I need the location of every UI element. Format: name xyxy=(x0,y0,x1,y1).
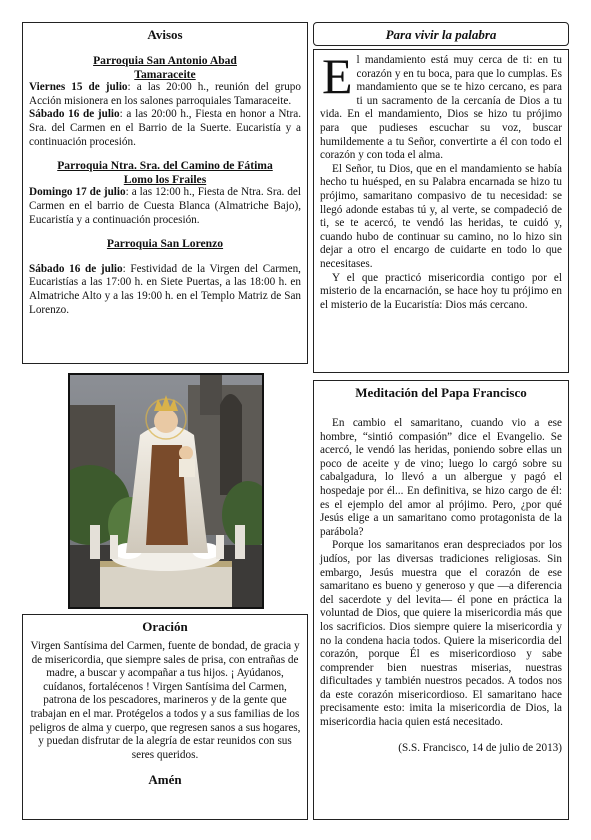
meditacion-box xyxy=(313,380,569,820)
palabra-paragraph-1: l mandamiento está muy cerca de ti: en tu corazón y en tu boca, para que lo cumplas. Es mandamiento que se te hizo cercano, es para ti un sacramento de la cercanía de Dios a tu vida. En el mandamiento, Dios se hizo tu prójimo para que pudieses escuchar su voz, buscar humildemente a tu Señor, convertirte a él con todo el corazón y con toda el alma. xyxy=(320,54,562,162)
parish-title-3: Parroquia San Lorenzo xyxy=(106,237,224,251)
parish-title-1a: Parroquia San Antonio Abad xyxy=(93,54,237,67)
aviso-entry: Viernes 15 de julio: a las 20:00 h., reunión del grupo Acción misionera en los salones parroquiales Tamaraceite. xyxy=(29,81,301,107)
meditacion-paragraph-2: Porque los samaritanos eran despreciados por los judíos, por las diversas tradiciones religiosas. Sin embargo, Jesús muestra que el corazón de ese samaritano es bueno y generoso y que —a diferencia del sacerdote y del levita— él pone en práctica la voluntad de Dios, que quiere la misericordia más que los sacrificios. Dios siempre quiere la misericordia y no la condena hacia todos. Quiere la misericordia del corazón, porque Él es misericordioso y sabe comprender bien nuestras miserias, nuestras dificultades y también nuestros pecados. A todos nos da este corazón misericordioso. El samaritano hace precisamente esto: imita la misericordia de Dios, la misericordia hacia quien está necesitado. xyxy=(320,539,562,729)
parish-title-2a: Parroquia Ntra. Sra. del Camino de Fátima xyxy=(57,159,273,173)
virgen-del-carmen-image xyxy=(68,373,264,609)
amen-label: Amén xyxy=(148,772,182,788)
procession-photo xyxy=(70,375,262,607)
aviso-entry: Sábado 16 de julio: Festividad de la Virgen del Carmen, Eucaristías a las 17:00 h. en Siete Puertas, a las 18:00 h. en Almatriche Alto y a las 19:00 h. en el Templo Matriz de San Lorenzo. xyxy=(29,262,301,316)
parish-title-2b: Lomo los Frailes xyxy=(123,172,207,186)
avisos-box xyxy=(22,22,308,364)
palabra-title: Para vivir la palabra xyxy=(385,27,497,42)
parish-title-1b: Tamaraceite xyxy=(134,67,196,81)
oracion-title: Oración xyxy=(142,619,188,634)
drop-cap: E xyxy=(322,48,353,104)
aviso-entry: Domingo 17 de julio: a las 12:00 h., Fiesta de Ntra. Sra. del Carmen en el barrio de Cuesta Blanca (Almatriche Bajo), Eucaristía y a continuación procesión. xyxy=(29,186,301,226)
palabra-paragraph-2: El Señor, tu Dios, que en el mandamiento se había hecho tu huésped, en su Palabra encarnada se hizo tu prójimo, samaritano compasivo de tu necesidad: se llegó adonde estabas tú y, al verte, se compadeció de ti, se te acercó, te vendó las heridas, te cuidó y, cuando hubo de continuar su camino, no lo hizo sin dejar a otro el encargo de cuidarte en todo lo que necesitases. xyxy=(320,162,562,270)
palabra-paragraph-3: Y el que practicó misericordia contigo por el misterio de la encarnación, se hace hoy tu prójimo en el misterio de la Eucaristía: Dios más cercano. xyxy=(320,271,562,311)
meditacion-paragraph-1: En cambio el samaritano, cuando vio a ese hombre, “sintió compasión” dice el Evangelio. Se acercó, le vendó las heridas, poniendo sobre ellas un poco de aceite y de vino; luego lo cargó sobre su cabalgadura, lo llevó a un albergue y pagó el hospedaje por él... En definitiva, se hizo cargo de él: es el ejemplo del amor al prójimo. Pero, ¿por qué Jesús elige a un samaritano como protagonista de la parábola? xyxy=(320,417,562,538)
meditacion-title: Meditación del Papa Francisco xyxy=(355,385,527,400)
meditacion-signature: (S.S. Francisco, 14 de julio de 2013) xyxy=(398,741,562,754)
oracion-box xyxy=(22,614,308,820)
palabra-header xyxy=(313,22,569,46)
aviso-entry: Sábado 16 de julio: a las 20:00 h., Fiesta en honor a Ntra. Sra. del Carmen en el Barrio de la Suerte. Eucaristía y a continuación procesión. xyxy=(29,108,301,148)
oracion-text: Virgen Santísima del Carmen, fuente de bondad, de gracia y de misericordia, que siempre sales de prisa, con entrañas de madre, a buscar y acompañar a tus hijos. ¡ Ayúdanos, cuídanos, fortalécenos ! Virgen Santísima del Carmen, patrona de los pescadores, marineros y de la gente que trabajan en el mar. Protégelos a todos y a sus familias de los peligros de alma y cuerpo, que regresen sanos a sus hogares, y puedan disfrutar de la alegría de estar reunidos con sus seres queridos. xyxy=(29,640,301,761)
avisos-title: Avisos xyxy=(147,27,183,42)
palabra-box xyxy=(313,49,569,373)
